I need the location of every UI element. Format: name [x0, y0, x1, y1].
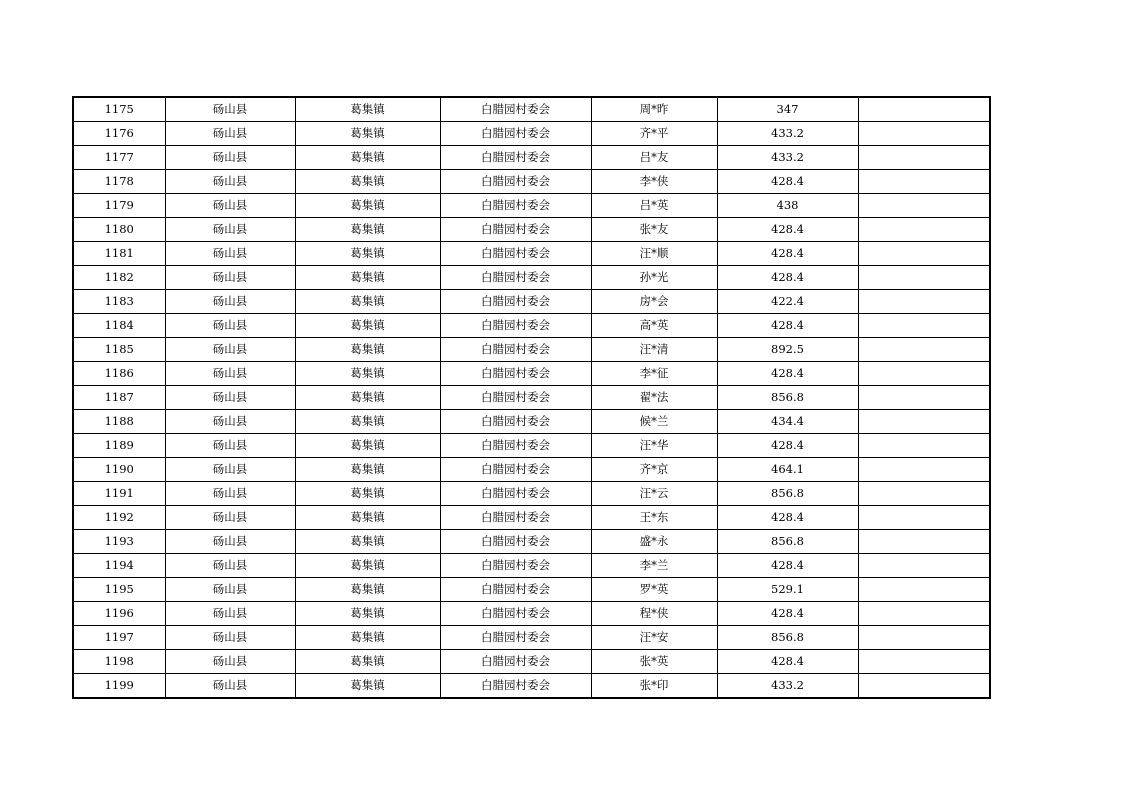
cell-name: 汪*清: [591, 338, 717, 362]
cell-county: 砀山县: [165, 410, 295, 434]
cell-number: 1179: [73, 194, 165, 218]
cell-note: [858, 602, 990, 626]
cell-name: 吕*英: [591, 194, 717, 218]
cell-village: 白腊园村委会: [440, 314, 591, 338]
cell-note: [858, 674, 990, 699]
cell-county: 砀山县: [165, 650, 295, 674]
cell-village: 白腊园村委会: [440, 506, 591, 530]
cell-county: 砀山县: [165, 554, 295, 578]
cell-note: [858, 578, 990, 602]
table-row: [73, 386, 990, 410]
cell-amount: 433.2: [717, 122, 858, 146]
cell-village: 白腊园村委会: [440, 170, 591, 194]
cell-name: 汪*华: [591, 434, 717, 458]
cell-number: 1183: [73, 290, 165, 314]
cell-name: 高*英: [591, 314, 717, 338]
table-row: [73, 626, 990, 650]
cell-number: 1197: [73, 626, 165, 650]
cell-town: 葛集镇: [295, 434, 440, 458]
cell-name: 汪*安: [591, 626, 717, 650]
cell-town: 葛集镇: [295, 386, 440, 410]
cell-amount: 434.4: [717, 410, 858, 434]
cell-town: 葛集镇: [295, 97, 440, 122]
table-row: [73, 146, 990, 170]
table-row: [73, 266, 990, 290]
cell-village: 白腊园村委会: [440, 410, 591, 434]
cell-name: 孙*光: [591, 266, 717, 290]
cell-number: 1192: [73, 506, 165, 530]
cell-number: 1175: [73, 97, 165, 122]
cell-town: 葛集镇: [295, 602, 440, 626]
cell-county: 砀山县: [165, 674, 295, 699]
cell-note: [858, 386, 990, 410]
table-body: [73, 97, 990, 698]
cell-county: 砀山县: [165, 578, 295, 602]
cell-county: 砀山县: [165, 242, 295, 266]
cell-town: 葛集镇: [295, 194, 440, 218]
cell-number: 1194: [73, 554, 165, 578]
cell-town: 葛集镇: [295, 554, 440, 578]
cell-town: 葛集镇: [295, 218, 440, 242]
cell-town: 葛集镇: [295, 674, 440, 699]
cell-number: 1177: [73, 146, 165, 170]
cell-village: 白腊园村委会: [440, 626, 591, 650]
cell-county: 砀山县: [165, 266, 295, 290]
table-row: [73, 530, 990, 554]
table-row: [73, 506, 990, 530]
cell-county: 砀山县: [165, 97, 295, 122]
cell-amount: 856.8: [717, 386, 858, 410]
cell-note: [858, 170, 990, 194]
cell-town: 葛集镇: [295, 290, 440, 314]
cell-note: [858, 482, 990, 506]
cell-name: 李*征: [591, 362, 717, 386]
cell-village: 白腊园村委会: [440, 362, 591, 386]
cell-name: 候*兰: [591, 410, 717, 434]
cell-name: 翟*法: [591, 386, 717, 410]
cell-note: [858, 194, 990, 218]
cell-county: 砀山县: [165, 530, 295, 554]
cell-village: 白腊园村委会: [440, 122, 591, 146]
cell-number: 1199: [73, 674, 165, 699]
cell-name: 张*英: [591, 650, 717, 674]
cell-note: [858, 434, 990, 458]
cell-county: 砀山县: [165, 290, 295, 314]
cell-amount: 428.4: [717, 554, 858, 578]
cell-note: [858, 314, 990, 338]
cell-note: [858, 650, 990, 674]
cell-village: 白腊园村委会: [440, 602, 591, 626]
cell-note: [858, 530, 990, 554]
cell-name: 盛*永: [591, 530, 717, 554]
table-row: [73, 458, 990, 482]
table-row: [73, 97, 990, 122]
cell-amount: 433.2: [717, 146, 858, 170]
cell-town: 葛集镇: [295, 458, 440, 482]
cell-village: 白腊园村委会: [440, 146, 591, 170]
cell-village: 白腊园村委会: [440, 218, 591, 242]
table-row: [73, 410, 990, 434]
cell-number: 1193: [73, 530, 165, 554]
table-row: [73, 602, 990, 626]
cell-note: [858, 506, 990, 530]
table-row: [73, 434, 990, 458]
table-row: [73, 338, 990, 362]
cell-note: [858, 290, 990, 314]
cell-number: 1189: [73, 434, 165, 458]
table-row: [73, 554, 990, 578]
cell-town: 葛集镇: [295, 338, 440, 362]
table-row: [73, 674, 990, 699]
cell-town: 葛集镇: [295, 482, 440, 506]
cell-village: 白腊园村委会: [440, 242, 591, 266]
cell-name: 齐*平: [591, 122, 717, 146]
cell-name: 程*侠: [591, 602, 717, 626]
cell-note: [858, 362, 990, 386]
cell-number: 1198: [73, 650, 165, 674]
cell-note: [858, 242, 990, 266]
cell-county: 砀山县: [165, 314, 295, 338]
cell-county: 砀山县: [165, 146, 295, 170]
cell-number: 1196: [73, 602, 165, 626]
cell-amount: 428.4: [717, 362, 858, 386]
table-row: [73, 194, 990, 218]
table-row: [73, 578, 990, 602]
cell-town: 葛集镇: [295, 506, 440, 530]
cell-note: [858, 97, 990, 122]
cell-county: 砀山县: [165, 626, 295, 650]
cell-note: [858, 122, 990, 146]
cell-county: 砀山县: [165, 362, 295, 386]
table-row: [73, 290, 990, 314]
cell-note: [858, 410, 990, 434]
cell-amount: 856.8: [717, 626, 858, 650]
cell-county: 砀山县: [165, 170, 295, 194]
cell-amount: 428.4: [717, 314, 858, 338]
cell-town: 葛集镇: [295, 578, 440, 602]
cell-county: 砀山县: [165, 386, 295, 410]
cell-village: 白腊园村委会: [440, 290, 591, 314]
table-row: [73, 170, 990, 194]
cell-village: 白腊园村委会: [440, 458, 591, 482]
cell-village: 白腊园村委会: [440, 194, 591, 218]
cell-amount: 892.5: [717, 338, 858, 362]
cell-town: 葛集镇: [295, 146, 440, 170]
table-row: [73, 650, 990, 674]
cell-name: 房*会: [591, 290, 717, 314]
cell-county: 砀山县: [165, 434, 295, 458]
cell-note: [858, 266, 990, 290]
table-row: [73, 314, 990, 338]
cell-number: 1191: [73, 482, 165, 506]
cell-county: 砀山县: [165, 602, 295, 626]
cell-note: [858, 554, 990, 578]
cell-number: 1195: [73, 578, 165, 602]
cell-number: 1190: [73, 458, 165, 482]
cell-amount: 433.2: [717, 674, 858, 699]
cell-amount: 856.8: [717, 482, 858, 506]
cell-town: 葛集镇: [295, 626, 440, 650]
cell-amount: 428.4: [717, 650, 858, 674]
cell-town: 葛集镇: [295, 530, 440, 554]
cell-amount: 428.4: [717, 266, 858, 290]
cell-amount: 428.4: [717, 602, 858, 626]
cell-number: 1185: [73, 338, 165, 362]
cell-county: 砀山县: [165, 482, 295, 506]
cell-village: 白腊园村委会: [440, 386, 591, 410]
cell-amount: 428.4: [717, 434, 858, 458]
cell-number: 1182: [73, 266, 165, 290]
cell-name: 罗*英: [591, 578, 717, 602]
cell-county: 砀山县: [165, 338, 295, 362]
cell-name: 汪*云: [591, 482, 717, 506]
cell-number: 1187: [73, 386, 165, 410]
cell-amount: 428.4: [717, 506, 858, 530]
cell-amount: 464.1: [717, 458, 858, 482]
cell-name: 张*友: [591, 218, 717, 242]
cell-number: 1184: [73, 314, 165, 338]
table-row: [73, 218, 990, 242]
cell-village: 白腊园村委会: [440, 97, 591, 122]
cell-amount: 856.8: [717, 530, 858, 554]
cell-name: 王*东: [591, 506, 717, 530]
cell-county: 砀山县: [165, 458, 295, 482]
table-row: [73, 122, 990, 146]
cell-village: 白腊园村委会: [440, 650, 591, 674]
cell-number: 1180: [73, 218, 165, 242]
cell-amount: 422.4: [717, 290, 858, 314]
cell-amount: 529.1: [717, 578, 858, 602]
table-row: [73, 362, 990, 386]
cell-name: 张*印: [591, 674, 717, 699]
cell-name: 汪*顺: [591, 242, 717, 266]
table-row: [73, 242, 990, 266]
cell-county: 砀山县: [165, 122, 295, 146]
cell-town: 葛集镇: [295, 242, 440, 266]
cell-name: 周*昨: [591, 97, 717, 122]
cell-village: 白腊园村委会: [440, 578, 591, 602]
cell-name: 齐*京: [591, 458, 717, 482]
cell-town: 葛集镇: [295, 122, 440, 146]
cell-note: [858, 338, 990, 362]
cell-name: 吕*友: [591, 146, 717, 170]
cell-village: 白腊园村委会: [440, 434, 591, 458]
cell-village: 白腊园村委会: [440, 482, 591, 506]
table-row: [73, 482, 990, 506]
cell-amount: 428.4: [717, 170, 858, 194]
cell-note: [858, 458, 990, 482]
cell-number: 1188: [73, 410, 165, 434]
cell-note: [858, 218, 990, 242]
cell-village: 白腊园村委会: [440, 554, 591, 578]
cell-town: 葛集镇: [295, 362, 440, 386]
cell-note: [858, 146, 990, 170]
cell-amount: 438: [717, 194, 858, 218]
cell-number: 1186: [73, 362, 165, 386]
cell-number: 1178: [73, 170, 165, 194]
cell-village: 白腊园村委会: [440, 338, 591, 362]
cell-amount: 347: [717, 97, 858, 122]
cell-amount: 428.4: [717, 218, 858, 242]
cell-village: 白腊园村委会: [440, 266, 591, 290]
cell-number: 1181: [73, 242, 165, 266]
cell-village: 白腊园村委会: [440, 530, 591, 554]
cell-amount: 428.4: [717, 242, 858, 266]
cell-town: 葛集镇: [295, 170, 440, 194]
data-table: [72, 96, 991, 699]
cell-town: 葛集镇: [295, 266, 440, 290]
cell-name: 李*侠: [591, 170, 717, 194]
cell-county: 砀山县: [165, 194, 295, 218]
cell-town: 葛集镇: [295, 314, 440, 338]
cell-county: 砀山县: [165, 506, 295, 530]
cell-town: 葛集镇: [295, 650, 440, 674]
cell-number: 1176: [73, 122, 165, 146]
cell-village: 白腊园村委会: [440, 674, 591, 699]
cell-town: 葛集镇: [295, 410, 440, 434]
cell-note: [858, 626, 990, 650]
cell-county: 砀山县: [165, 218, 295, 242]
cell-name: 李*兰: [591, 554, 717, 578]
